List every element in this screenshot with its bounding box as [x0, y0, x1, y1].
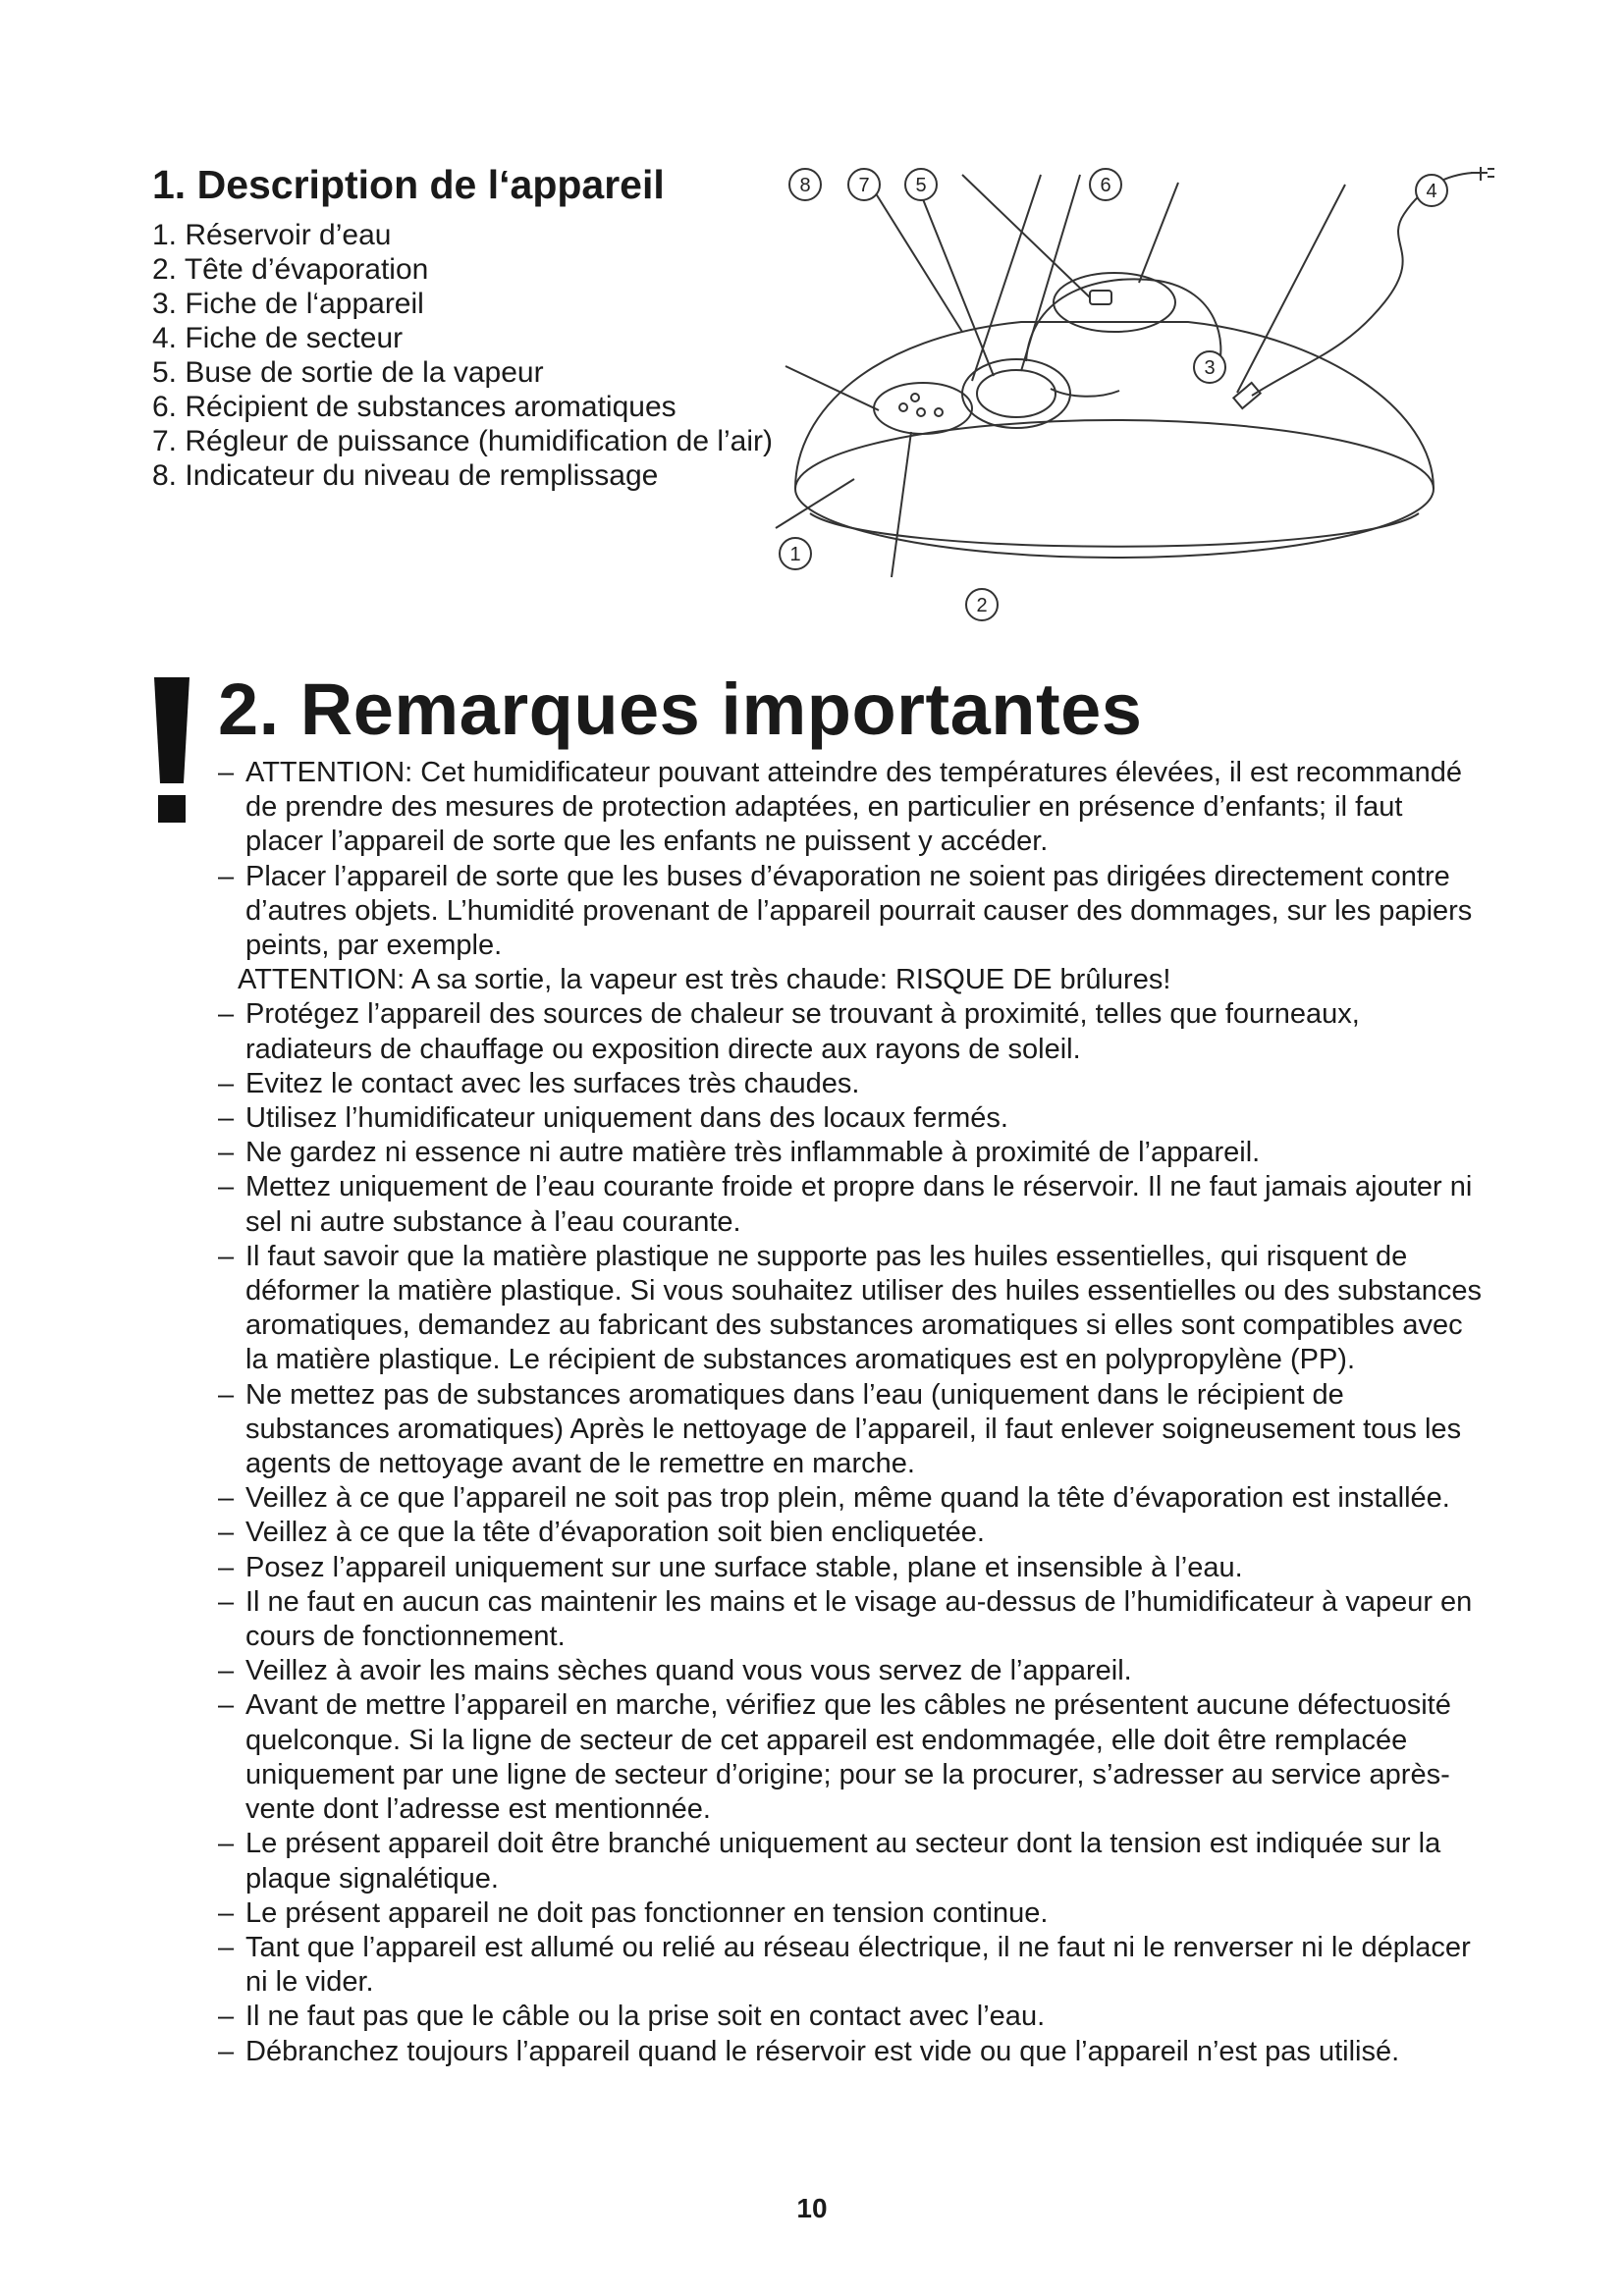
note-dash: – [218, 757, 235, 788]
note-item: – Avant de mettre l’appareil en marche, vérifiez que les câbles ne présentent aucune défectuosité quelconque. Si la ligne de secteur de cet appareil est endommagée, elle doit être remplacée uniquement par une ligne de secteur d’origine; pour se la procurer, s’adresser au service après-vente dont l’adresse est mentionnée. [218, 1689, 1451, 1826]
note-dash: – [218, 1482, 235, 1515]
callout-7 [848, 169, 880, 200]
part-item: 6. Récipient de substances aromatiques [152, 391, 677, 423]
note-item: – Placer l’appareil de sorte que les buses d’évaporation ne soient pas dirigées directement contre d’autres objets. L’humidité provenant de l’appareil pourrait causer des dommages, sur les papiers peints, par exemple. [218, 860, 1473, 962]
callout-1 [780, 538, 811, 569]
svg-text:7: 7 [858, 175, 870, 196]
note-dash: – [218, 1240, 235, 1272]
important-notes-list [218, 756, 1485, 2069]
note-item: – Il ne faut pas que le câble ou la prise soit en contact avec l’eau. [218, 2000, 1485, 2034]
note-item: – Le présent appareil ne doit pas fonctionner en tension continue. [218, 1896, 1485, 1931]
note-item: – Ne gardez ni essence ni autre matière très inflammable à proximité de l’appareil. [218, 1136, 1485, 1170]
note-dash: – [218, 1896, 235, 1929]
note-dash: – [218, 1585, 235, 1618]
humidifier-diagram [756, 165, 1502, 636]
svg-text:4: 4 [1426, 181, 1437, 202]
dome-outline [1026, 279, 1220, 371]
appliance-plug [1233, 383, 1260, 408]
note-item: – Veillez à ce que l’appareil ne soit pas trop plein, même quand la tête d’évaporation est installée. [218, 1481, 1485, 1516]
note-dash: – [218, 2035, 235, 2067]
svg-text:6: 6 [1100, 175, 1111, 196]
note-item: – Protégez l’appareil des sources de chaleur se trouvant à proximité, telles que fourneaux, radiateurs de chauffage ou exposition directe aux rayons de soleil. [218, 998, 1360, 1065]
callout-4 [1416, 175, 1447, 206]
note-item: – Il ne faut en aucun cas maintenir les mains et le visage au-dessus de l’humidificateur à vapeur en cours de fonctionnement. [218, 1585, 1473, 1653]
svg-text:5: 5 [915, 175, 927, 196]
note-dash: – [218, 860, 235, 892]
note-item: – Evitez le contact avec les surfaces très chaudes. [218, 1067, 1485, 1101]
section2-title: 2. Remarques importantes [218, 668, 1143, 750]
note-dash: – [218, 1931, 235, 1963]
note-item: – ATTENTION: Cet humidificateur pouvant atteindre des températures élevées, il est recommandé de prendre des mesures de protection adaptées, en particulier en présence d’enfants; il faut placer l’appareil de sorte que les enfants ne puissent y accéder. [218, 757, 1462, 858]
svg-text:1: 1 [789, 544, 801, 565]
page-number: 10 [796, 2193, 828, 2223]
note-item: – Débranchez toujours l’appareil quand le réservoir est vide ou que l’appareil n’est pas utilisé. [218, 2035, 1485, 2069]
note-dash: – [218, 1689, 235, 1722]
note-item: – Posez l’appareil uniquement sur une surface stable, plane et insensible à l’eau. [218, 1551, 1485, 1585]
warning-exclamation-icon [152, 677, 191, 825]
part-item: 5. Buse de sortie de la vapeur [152, 356, 544, 389]
callout-8 [789, 169, 821, 200]
part-item: 3. Fiche de l‘appareil [152, 288, 424, 320]
note-item: – Le présent appareil doit être branché uniquement au secteur dont la tension est indiquée sur la plaque signalétique. [218, 1828, 1441, 1895]
note-item: – Veillez à avoir les mains sèches quand vous vous servez de l’appareil. [218, 1654, 1485, 1688]
svg-text:2: 2 [976, 595, 988, 616]
section1-title: 1. Description de l‘appareil [152, 162, 665, 207]
note-dash: – [218, 998, 235, 1031]
attention-line: ATTENTION: A sa sortie, la vapeur est très chaude: RISQUE DE brûlures! [238, 964, 1171, 996]
callout-6 [1090, 169, 1121, 200]
note-dash: – [218, 1102, 235, 1135]
callout-2 [966, 589, 998, 620]
note-dash: – [218, 1551, 235, 1583]
parts-list [152, 218, 773, 493]
part-item: 7. Régleur de puissance (humidification de l’air) [152, 425, 773, 457]
note-item: – Mettez uniquement de l’eau courante froide et propre dans le réservoir. Il ne faut jamais ajouter ni sel ni autre substance à l’eau courante. [218, 1171, 1473, 1238]
note-dash: – [218, 1171, 235, 1203]
part-item: 8. Indicateur du niveau de remplissage [152, 459, 659, 492]
note-item: – Utilisez l’humidificateur uniquement dans des locaux fermés. [218, 1101, 1485, 1136]
note-dash: – [218, 1137, 235, 1169]
callout-5 [905, 169, 937, 200]
note-dash: – [218, 1828, 235, 1860]
steam-nozzle [1090, 291, 1111, 304]
note-item: – Il faut savoir que la matière plastique ne supporte pas les huiles essentielles, qui risquent de déformer la matière plastique. Si vous souhaitez utiliser des huiles essentielles ou des substances aromatiques, demandez au fabricant des substances aromatiques si elles sont compatibles avec la matière plastique. Le récipient de substances aromatiques est en polypropylène (PP). [218, 1240, 1482, 1376]
note-dash: – [218, 1378, 235, 1411]
reservoir-rim [795, 420, 1434, 558]
head-inner [977, 370, 1056, 417]
regulator-line [1051, 389, 1119, 397]
callout-3 [1194, 351, 1225, 383]
part-item: 4. Fiche de secteur [152, 322, 404, 354]
power-cable [1252, 173, 1473, 396]
note-item: – Tant que l’appareil est allumé ou relié au réseau électrique, il ne faut ni le renverser ni le déplacer ni le vider. [218, 1931, 1471, 1999]
note-dash: – [218, 1067, 235, 1099]
note-dash: – [218, 1655, 235, 1687]
note-dash: – [218, 1517, 235, 1549]
note-dash: – [218, 2001, 235, 2033]
note-item: – Veillez à ce que la tête d’évaporation soit bien encliquetée. [218, 1516, 1485, 1550]
reservoir-bottom [810, 513, 1419, 547]
mains-plug-icon [1471, 167, 1494, 181]
svg-text:3: 3 [1204, 357, 1216, 379]
reservoir-outline [795, 322, 1434, 489]
svg-text:8: 8 [799, 175, 811, 196]
part-item: 2. Tête d’évaporation [152, 253, 429, 286]
part-item: 1. Réservoir d’eau [152, 219, 392, 251]
note-item: – Ne mettez pas de substances aromatiques dans l’eau (uniquement dans le récipient de substances aromatiques) Après le nettoyage de l’appareil, il faut enlever soigneusement tous les agents de nettoyage avant de le remettre en marche. [218, 1378, 1462, 1480]
